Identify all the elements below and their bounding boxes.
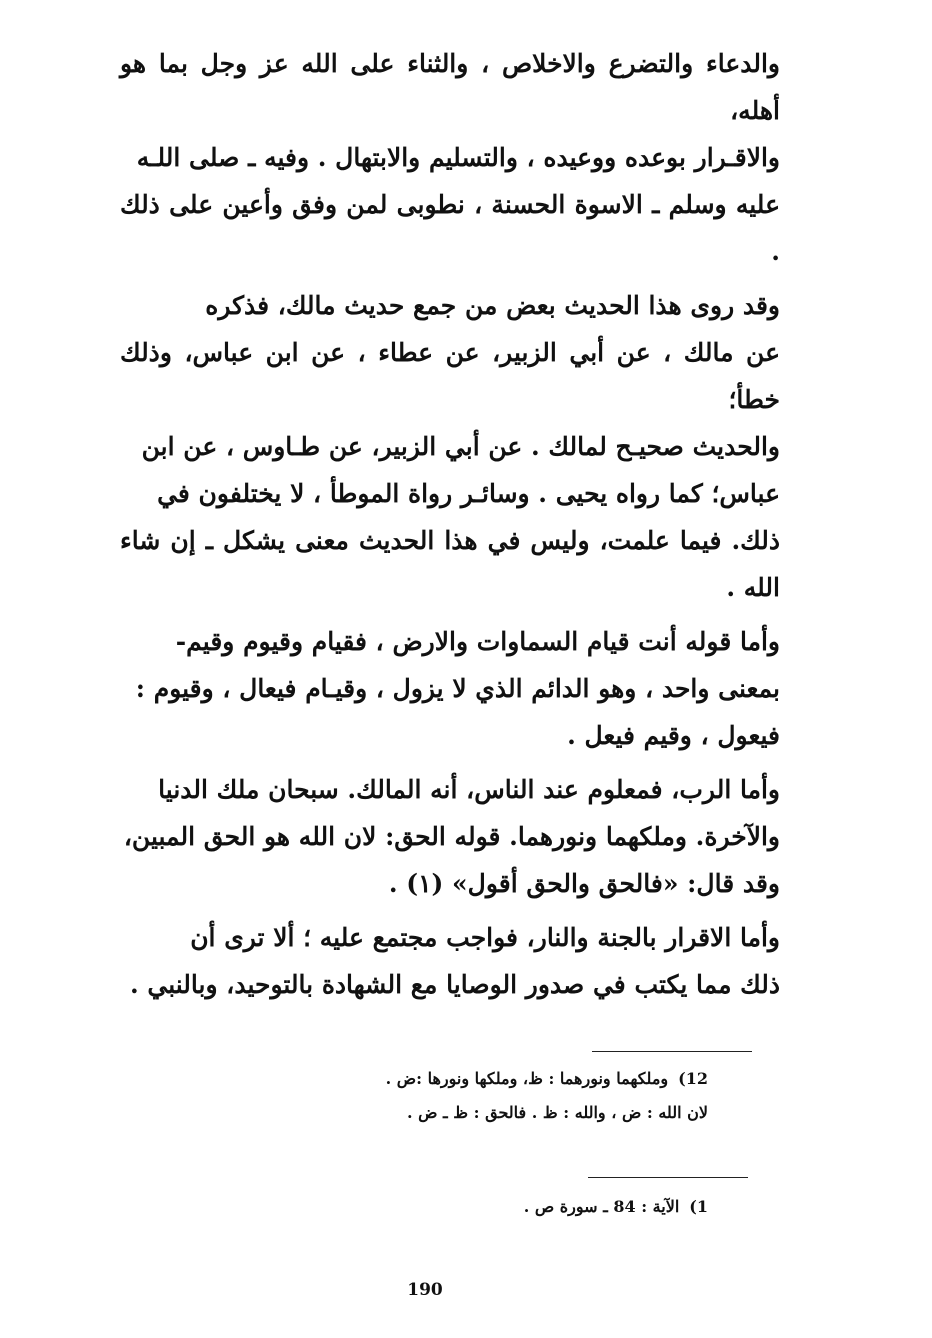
quran-footnote	[320, 1190, 708, 1224]
text-line: بمعنى واحد ، وهو الدائم الذي لا يزول ، وقيـام فيعال ، وقيوم :	[135, 674, 780, 703]
text-line: وأما الاقرار بالجنة والنار، فواجب مجتمع عليه ؛ ألا ترى أن	[190, 923, 780, 952]
text-line: وقد قال: «فالحق والحق أقول» (١) .	[388, 869, 780, 898]
footnote-number: 12)	[678, 1069, 708, 1088]
footnote-divider	[588, 1177, 748, 1178]
text-line: والآخرة. وملكهما ونورهما. قوله الحق: لان الله هو الحق المبين،	[123, 822, 780, 851]
footnote-text: وملكهما ونورهما : ظ، وملكها ونورها :ض .	[385, 1069, 669, 1088]
paragraph-1	[120, 40, 780, 275]
text-line: ذلك. فيما علمت، وليس في هذا الحديث معنى يشكل ـ إن شاء الله .	[120, 526, 780, 602]
text-line: والاقـرار بوعده ووعيده ، والتسليم والابتهال . وفيه ـ صلى اللـه	[136, 143, 780, 172]
footnote-text: الآية : 84 ـ سورة ص .	[523, 1197, 680, 1216]
footnote-line	[320, 1190, 708, 1224]
text-line: فيعول ، وقيم فيعل .	[567, 721, 780, 750]
paragraph-3	[120, 618, 780, 759]
text-line: ذلك مما يكتب في صدور الوصايا مع الشهادة بالتوحيد، وبالنبي .	[129, 970, 780, 999]
page-number: 190	[407, 1280, 443, 1300]
paragraph-4	[120, 766, 780, 907]
text-line: عباس؛ كما رواه يحيى . وسائـر رواة الموطأ ، لا يختلفون في	[157, 479, 780, 508]
text-line: عن مالك ، عن أبي الزبير، عن عطاء ، عن ابن عباس، وذلك خطأ؛	[120, 338, 780, 414]
paragraph-2	[120, 282, 780, 611]
text-line: والدعاء والتضرع والاخلاص ، والثناء على الله عز وجل بما هو أهله،	[120, 49, 780, 125]
footnote-divider	[592, 1051, 752, 1052]
text-line: وأما قوله أنت قيام السماوات والارض ، فقيام وقيوم وقيم-	[175, 627, 780, 656]
footnote-text: لان الله : ض ، والله : ظ . فالحق : ظ ـ ض .	[406, 1103, 708, 1122]
text-line: وقد روى هذا الحديث بعض من جمع حديث مالك، فذكره	[205, 291, 780, 320]
main-text	[120, 40, 780, 1008]
text-line: والحديث صحيـح لمالك . عن أبي الزبير، عن طـاوس ، عن ابن	[141, 432, 780, 461]
footnote-line	[220, 1062, 708, 1096]
text-line: عليه وسلم ـ الاسوة الحسنة ، نطوبى لمن وفق وأعين على ذلك .	[120, 190, 780, 266]
text-line: وأما الرب، فمعلوم عند الناس، أنه المالك. سبحان ملك الدنيا	[158, 775, 780, 804]
paragraph-5	[120, 914, 780, 1008]
footnote-line	[220, 1096, 708, 1130]
footnote-number: 1)	[689, 1197, 708, 1216]
manuscript-footnote	[220, 1062, 708, 1130]
